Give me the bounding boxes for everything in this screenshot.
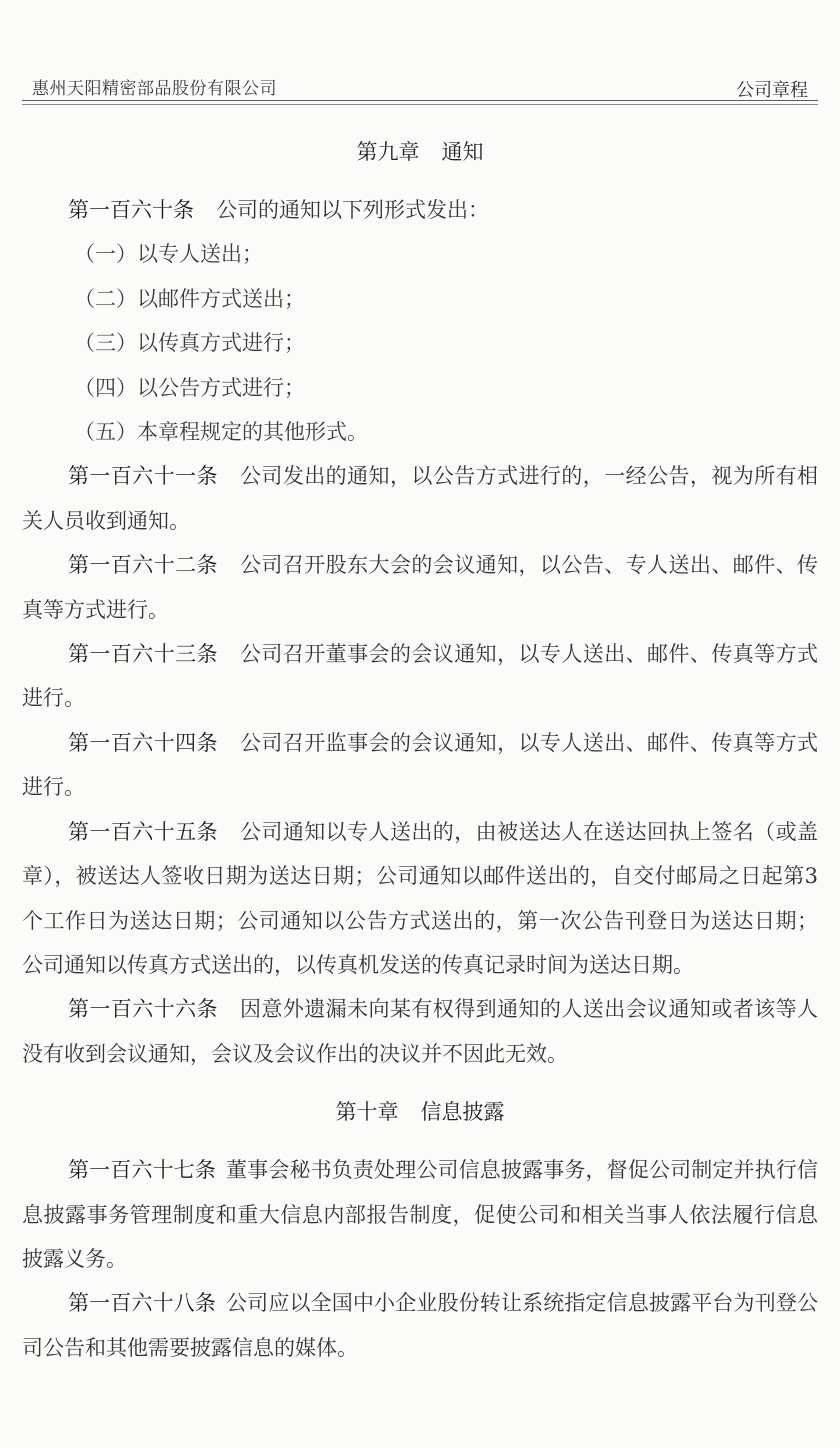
article-text: 公司的通知以下列形式发出：: [216, 198, 489, 222]
company-name: 惠州天阳精密部品股份有限公司: [32, 79, 277, 99]
article-text: 公司召开股东大会的会议通知，以公告、专人送出、邮件、传真等方式进行。: [22, 553, 819, 622]
chapter-title: 通知: [441, 140, 484, 164]
chapter-number: 第十章: [335, 1100, 399, 1125]
article-164: [22, 721, 818, 810]
chapter-number: 第九章: [356, 140, 420, 164]
chapter-title: 信息披露: [420, 1100, 505, 1125]
article-text: 公司召开董事会的会议通知，以专人送出、邮件、传真等方式进行。: [22, 642, 819, 711]
article-label: 第一百六十八条: [68, 1291, 217, 1316]
chapter-heading: [22, 130, 818, 174]
article-167: [22, 1148, 818, 1281]
list-item: （二）以邮件方式送出；: [74, 286, 305, 311]
article-label: 第一百六十六条: [68, 997, 218, 1022]
list-item: （四）以公告方式进行；: [74, 375, 305, 400]
article-label: 第一百六十一条: [68, 464, 218, 489]
article-160: [22, 188, 818, 232]
article-text: 公司通知以专人送出的，由被送达人在送达回执上签名（或盖章），被送达人签收日期为送达日期；公司通知以邮件送出的，自交付邮局之日起第3个工作日为送达日期；公司通知以公告方式送出的，第一次公告刊登日为送达日期；公司通知以传真方式送出的，以传真机发送的传真记录时间为送达日期。: [22, 819, 819, 977]
article-161: [22, 454, 818, 543]
article-label: 第一百六十二条: [68, 553, 218, 578]
article-label: 第一百六十四条: [68, 730, 218, 755]
article-text: 公司发出的通知，以公告方式进行的，一经公告，视为所有相关人员收到通知。: [22, 464, 819, 533]
article-text: 因意外遗漏未向某有权得到通知的人送出会议通知或者该等人没有收到会议通知，会议及会议作出的决议并不因此无效。: [22, 997, 819, 1066]
header-rule: [22, 100, 818, 101]
document-title: 公司章程: [736, 80, 808, 101]
article-label: 第一百六十条: [68, 198, 194, 222]
article-165: [22, 810, 818, 988]
article-text: 公司召开监事会的会议通知，以专人送出、邮件、传真等方式进行。: [22, 730, 819, 800]
page-header: [22, 74, 818, 100]
article-166: [22, 987, 818, 1076]
section-gap: [22, 1076, 818, 1090]
article-label: 第一百六十五条: [68, 819, 218, 844]
article-168: [22, 1281, 818, 1370]
header-rule-thin: [22, 104, 818, 105]
article-text: 公司应以全国中小企业股份转让系统指定信息披露平台为刊登公司公告和其他需要披露信息的媒体。: [22, 1291, 818, 1360]
list-item: （三）以传真方式进行；: [74, 331, 305, 356]
document-body: [22, 130, 818, 1370]
list-item: （五）本章程规定的其他形式。: [74, 420, 368, 445]
article-label: 第一百六十三条: [68, 642, 218, 667]
article-label: 第一百六十七条: [68, 1158, 217, 1183]
list-item: （一）以专人送出；: [74, 242, 263, 267]
article-text: 董事会秘书负责处理公司信息披露事务，督促公司制定并执行信息披露事务管理制度和重大信息内部报告制度，促使公司和相关当事人依法履行信息披露义务。: [22, 1158, 818, 1271]
article-162: [22, 543, 818, 632]
chapter-heading: [22, 1090, 818, 1134]
article-163: [22, 632, 818, 721]
